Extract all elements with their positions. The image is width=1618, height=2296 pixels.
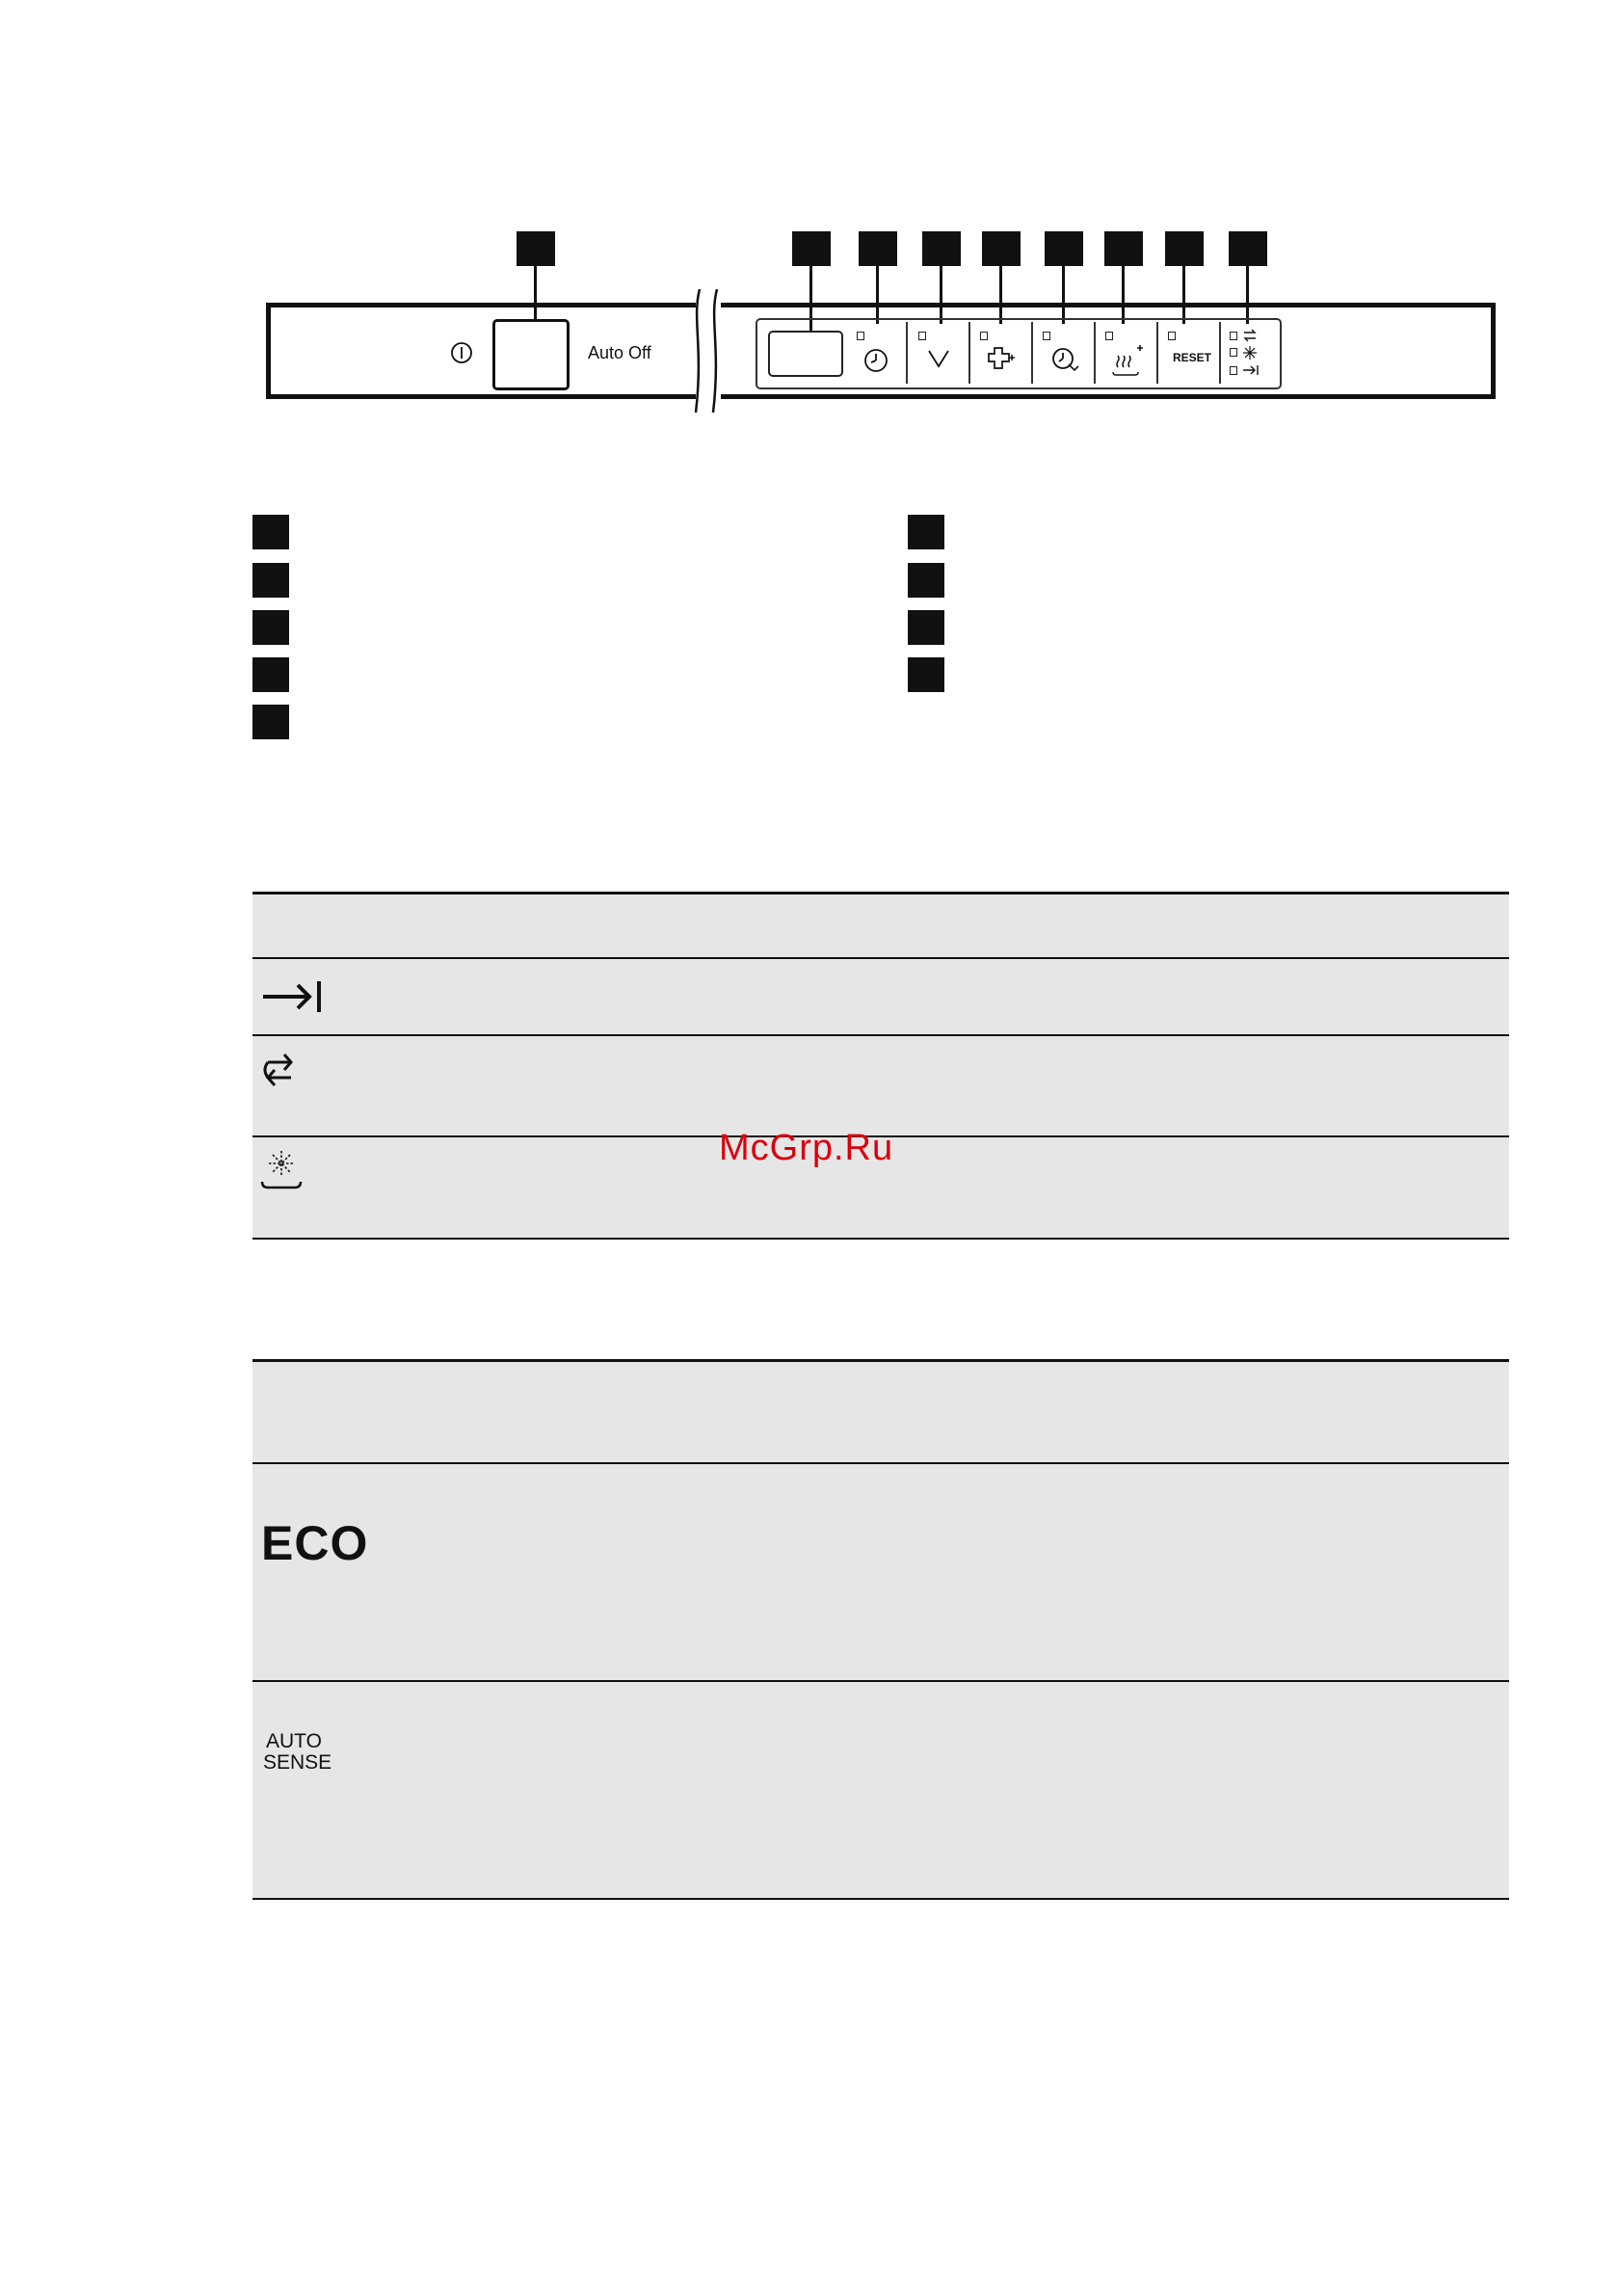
table-row <box>252 1464 1509 1680</box>
end-icon <box>261 977 323 1016</box>
divider <box>1094 322 1096 384</box>
regeneration-icon <box>260 1051 299 1089</box>
callout-2 <box>792 231 831 266</box>
table-row <box>252 1682 1509 1898</box>
legend-marker-8 <box>908 610 944 645</box>
program-autosense-line1: AUTO <box>266 1730 322 1752</box>
legend-marker-9 <box>908 657 944 692</box>
indicator-led <box>918 332 926 340</box>
table-row <box>252 959 1509 1034</box>
reset-button[interactable]: RESET <box>1173 351 1212 364</box>
rinse-aid-icon <box>1242 345 1258 360</box>
indicator-led <box>1230 348 1237 357</box>
legend-marker-3 <box>252 610 289 645</box>
table-rule <box>252 1898 1509 1900</box>
table-rule <box>252 1359 1509 1362</box>
end-icon <box>1242 364 1260 376</box>
table-rule <box>252 1680 1509 1682</box>
divider <box>968 322 970 384</box>
indicator-led <box>980 332 988 340</box>
check-icon[interactable] <box>925 347 952 370</box>
indicator-led <box>857 332 864 340</box>
program-icon[interactable] <box>985 345 1018 374</box>
legend-marker-7 <box>908 563 944 598</box>
legend-marker-1 <box>252 515 289 549</box>
indicator-led <box>1230 332 1237 340</box>
table-header-row <box>252 894 1509 957</box>
callout-9 <box>1229 231 1267 266</box>
divider <box>906 322 908 384</box>
table-rule <box>252 892 1509 894</box>
auto-off-label: Auto Off <box>588 343 651 362</box>
table-rule <box>252 957 1509 959</box>
rinse-aid-icon <box>258 1147 306 1195</box>
legend-marker-4 <box>252 657 289 692</box>
time-manager-icon[interactable] <box>1049 345 1082 376</box>
panel-break-icon <box>690 289 705 413</box>
legend-marker-5 <box>252 705 289 739</box>
legend-marker-2 <box>252 563 289 598</box>
xtradry-icon[interactable] <box>1110 342 1145 377</box>
display <box>768 331 843 377</box>
legend-marker-6 <box>908 515 944 549</box>
table-row <box>252 1036 1509 1135</box>
table-header-row <box>252 1361 1509 1462</box>
on-off-button[interactable] <box>492 319 570 390</box>
callout-8 <box>1165 231 1204 266</box>
table-rule <box>252 1034 1509 1036</box>
callout-4 <box>922 231 961 266</box>
divider <box>1031 322 1033 384</box>
callout-5 <box>982 231 1021 266</box>
panel-break-icon <box>707 289 723 413</box>
table-rule <box>252 1238 1509 1240</box>
callout-7 <box>1104 231 1143 266</box>
indicator-led <box>1105 332 1113 340</box>
indicator-led <box>1168 332 1176 340</box>
watermark: McGrp.Ru <box>719 1128 894 1168</box>
divider <box>1219 322 1221 384</box>
callout-3 <box>859 231 897 266</box>
indicator-led <box>1230 366 1237 375</box>
table-rule <box>252 1462 1509 1464</box>
program-autosense-label <box>263 1731 332 1774</box>
divider <box>1156 322 1158 384</box>
program-eco-label: ECO <box>261 1516 369 1570</box>
delay-start-icon[interactable] <box>862 347 889 374</box>
callout-6 <box>1045 231 1083 266</box>
program-autosense-line2: SENSE <box>263 1751 332 1774</box>
callout-1 <box>517 231 555 266</box>
regeneration-icon <box>1242 329 1258 342</box>
power-icon <box>450 341 473 364</box>
indicator-led <box>1043 332 1050 340</box>
